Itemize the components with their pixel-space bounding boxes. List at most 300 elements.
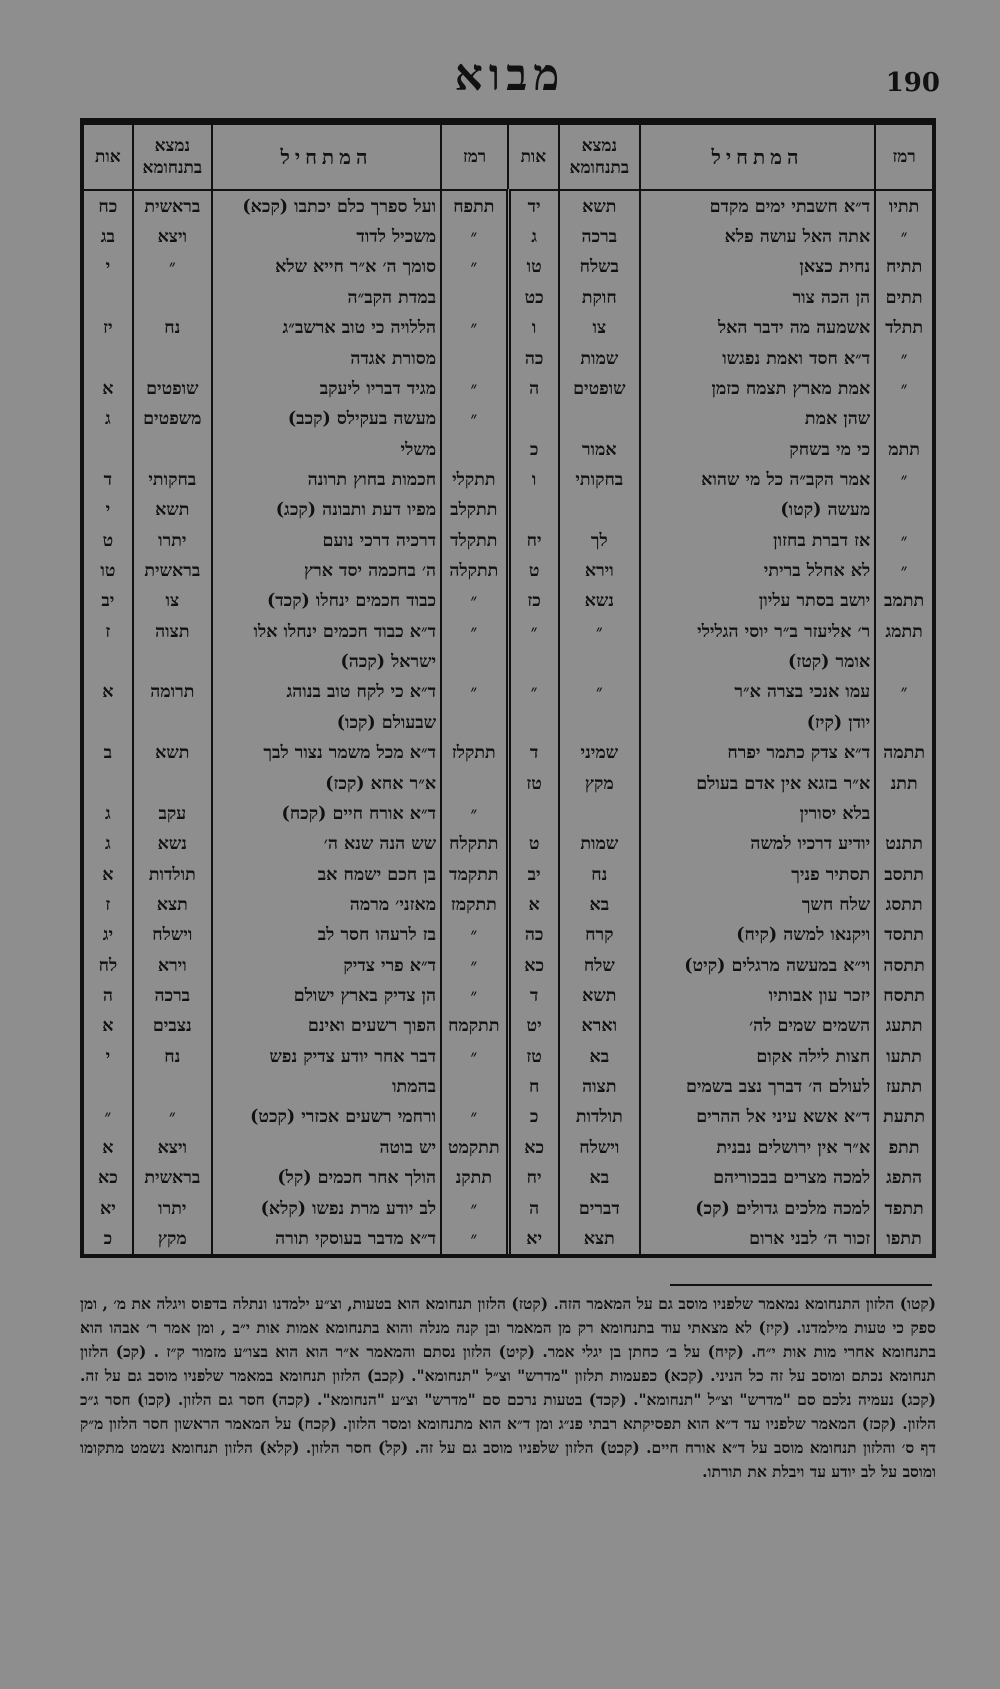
- cell-r-hat: ר׳ אליעזר ב״ר יוסי הגלילי: [640, 616, 875, 646]
- table-row: [84, 707, 932, 737]
- cell-l-nimtza: תשא: [133, 495, 212, 525]
- cell-l-ramez: [441, 707, 508, 737]
- cell-r-hat: למכה מצרים בבכוריהם: [640, 1163, 875, 1193]
- cell-l-ot: יג: [102, 925, 114, 946]
- cell-r-hat: נחית כצאן: [640, 252, 875, 282]
- cell-l-nimtza: ויצא: [133, 221, 212, 251]
- cell-l-ot: טו: [100, 561, 116, 582]
- cell-l-nimtza: ״: [133, 252, 212, 282]
- cell-l-hat: בהמתו: [212, 1071, 441, 1101]
- cell-r-ramez: תתיו: [875, 190, 932, 221]
- cell-l-hat: מפיו דעת ותבונה (קכג): [212, 495, 441, 525]
- col-header-ot: אות: [508, 125, 559, 190]
- cell-l-hat: הללויה כי טוב ארשב״ג: [212, 312, 441, 342]
- cell-r-nimtza: חוקת: [559, 282, 640, 312]
- cell-r-hat: אז דברת בחזון: [640, 525, 875, 555]
- cell-l-nimtza: [133, 768, 212, 798]
- cell-r-ot: יד: [508, 190, 559, 221]
- cell-r-ot: כ: [508, 1102, 559, 1132]
- cell-r-ramez: תתפ: [875, 1132, 932, 1162]
- cell-l-hat: ד״א אורח חיים (קכח): [212, 798, 441, 828]
- cell-r-ot: ״: [508, 616, 559, 646]
- cell-r-nimtza: צו: [559, 312, 640, 342]
- cell-l-hat: מסורת אגדה: [212, 343, 441, 373]
- cell-l-ot: [84, 1071, 133, 1101]
- cell-r-ot: [508, 646, 559, 676]
- cell-r-ramez: ״: [875, 677, 932, 707]
- cell-r-ot: כז: [508, 586, 559, 616]
- cell-l-nimtza: בראשית: [133, 555, 212, 585]
- cell-r-nimtza: [559, 798, 640, 828]
- cell-r-ramez: ״: [875, 343, 932, 373]
- table-row: [84, 798, 932, 828]
- cell-r-ramez: [875, 798, 932, 828]
- cell-l-ramez: תתקלד: [441, 525, 508, 555]
- cell-r-ot: ט: [508, 829, 559, 859]
- cell-r-ot: ג: [508, 221, 559, 251]
- cell-r-nimtza: נח: [559, 859, 640, 889]
- cell-l-ot: י: [105, 257, 111, 278]
- cell-l-ot: ד: [103, 469, 113, 490]
- cell-r-hat: זכור ה׳ לבני ארום: [640, 1223, 875, 1254]
- table-row: [84, 889, 932, 919]
- cell-l-ot: ז: [105, 894, 111, 915]
- cell-r-ramez: תתסג: [875, 889, 932, 919]
- cell-l-ramez: תתקלה: [441, 555, 508, 585]
- table-row: [84, 525, 932, 555]
- cell-r-ot: ט: [508, 555, 559, 585]
- cell-l-ramez: תתקמט: [441, 1132, 508, 1162]
- cell-r-nimtza: ברכה: [559, 221, 640, 251]
- cell-r-hat: יושב בסתר עליון: [640, 586, 875, 616]
- table-row: [84, 464, 932, 494]
- cell-l-ramez: ״: [441, 798, 508, 828]
- col-header-ramez: רמז: [875, 125, 932, 190]
- cell-l-hat: יש בוטה: [212, 1132, 441, 1162]
- cell-r-nimtza: תצא: [559, 1223, 640, 1254]
- table-row: [84, 252, 932, 282]
- cell-r-ramez: תתמב: [875, 586, 932, 616]
- table-row: [84, 190, 932, 221]
- cell-l-ot: [84, 707, 133, 737]
- cell-l-ramez: תתקמח: [441, 1011, 508, 1041]
- cell-l-nimtza: נח: [133, 312, 212, 342]
- cell-l-hat: משכיל לדוד: [212, 221, 441, 251]
- table-row: [84, 586, 932, 616]
- table-row: [84, 373, 932, 403]
- cell-l-hat: ד״א פרי צדיק: [212, 950, 441, 980]
- cell-r-ot: יט: [508, 1011, 559, 1041]
- table-row: [84, 495, 932, 525]
- cell-r-hat: הן הכה צור: [640, 282, 875, 312]
- cell-l-ramez: ״: [441, 1223, 508, 1254]
- cell-l-ot: [84, 434, 133, 464]
- cell-r-ot: ה: [508, 1193, 559, 1223]
- cell-r-ramez: תתמה: [875, 738, 932, 768]
- cell-r-hat: ויקנאו למשה (קיח): [640, 920, 875, 950]
- table-row: [84, 1102, 932, 1132]
- cell-r-ot: טו: [508, 252, 559, 282]
- cell-r-ot: ״: [508, 677, 559, 707]
- cell-r-nimtza: בשלח: [559, 252, 640, 282]
- cell-l-ramez: ״: [441, 616, 508, 646]
- cell-r-hat: אמת מארץ תצמח כזמן: [640, 373, 875, 403]
- col-header-ot: אות: [84, 125, 133, 190]
- cell-r-nimtza: ״: [559, 677, 640, 707]
- cell-l-ramez: ״: [441, 980, 508, 1010]
- cell-l-ramez: [441, 646, 508, 676]
- cell-r-nimtza: נשא: [559, 586, 640, 616]
- cell-r-ramez: תתמג: [875, 616, 932, 646]
- cell-r-ramez: [875, 404, 932, 434]
- cell-l-ot: יב: [101, 591, 115, 612]
- cell-r-hat: שהן אמת: [640, 404, 875, 434]
- cell-l-nimtza: נשא: [133, 829, 212, 859]
- cell-l-ot: י: [105, 500, 111, 521]
- cell-l-nimtza: תולדות: [133, 859, 212, 889]
- cell-l-nimtza: וירא: [133, 950, 212, 980]
- cell-l-ot: י: [105, 1046, 111, 1067]
- footnotes: (קטו) הלזון התנחומא נמאמר שלפניו מוסב גם על המאמר הזה. (קטז) הלזון תנחומא הוא בטעות, וצ״ע ילמדנו ונתלה בדפוס ויגלה את מ׳ , ומן ספק כי טעות מילמדנו. (קיז) לא מצאתי עוד בתנחומא רק מן המאמר ובן קנה מנלה והוא בתנחומא אמות אות י״ב , ומן אמר ר׳ אבהו הוא בתנחומא אחרי מות אות י״ח. (קיח) על ב׳ כחתן בן יגלי אמר. (קיט) הלזון נסתם והמאמר א״ר הוא הוא בצו״ע מזמור ק״ז . (קכ) הלזון תנחומא נכתם ומוסב על זה כל הניני. (קכא) כפעמות תלזון "מדרש" וצ״ל "תנחומא". (קכב) הלזון תנחומא במאמר שלפניו מוסב גם על זה. (קכג) נעמיה נלכם סם "מדרש" וצ״ל "תנחומא". (קכד) בטעות נרכם סם "מדרש" וצ״ע "הנחומא". (קכה) חסר גם הלזון. (קכו) חסר ג״כ הלזון. (קכז) המאמר שלפניו עד ד״א הוא תפסיקתא רבתי פנ״ג ומן ד״א הוא מתנחומא ומסר הלזון. (קכח) על המאמר הראשון חסר הלזון מ״ק דף ס׳ והלזון תנחומא מוסב על ד״א אורח חיים. (קכט) הלזון שלפניו מוסב גם על זה. (קל) חסר הלזון. (קלא) הלזון תנחומא נשמט מתקומו ומוסב על לב יודע עד ויבלת את תורתו.: [80, 1294, 936, 1481]
- table-row: [84, 1193, 932, 1223]
- cell-r-hat: בלא יסורין: [640, 798, 875, 828]
- cell-l-ot: ה: [102, 986, 113, 1007]
- index-table: [84, 125, 932, 1254]
- cell-l-ot: יא: [99, 1198, 116, 1219]
- cell-r-nimtza: תצוה: [559, 1071, 640, 1101]
- cell-r-nimtza: [559, 495, 640, 525]
- cell-l-hat: לב יודע מרת נפשו (קלא): [212, 1193, 441, 1223]
- cell-l-hat: חכמות בחוץ תרונה: [212, 464, 441, 494]
- table-row: [84, 434, 932, 464]
- table-header-row: [84, 125, 932, 190]
- cell-l-nimtza: ויצא: [133, 1132, 212, 1162]
- cell-l-ramez: ״: [441, 252, 508, 282]
- cell-r-nimtza: שמות: [559, 829, 640, 859]
- table-row: [84, 1041, 932, 1071]
- col-header-hamatchil: המתחיל: [640, 125, 875, 190]
- cell-l-ot: כח: [98, 196, 118, 217]
- cell-l-hat: דרכיה דרכי נועם: [212, 525, 441, 555]
- col-header-hamatchil: המתחיל: [212, 125, 441, 190]
- cell-l-ramez: ״: [441, 920, 508, 950]
- cell-l-nimtza: [133, 707, 212, 737]
- cell-r-ot: ח: [508, 1071, 559, 1101]
- cell-r-hat: ד״א חסד ואמת נפגשו: [640, 343, 875, 373]
- cell-l-ot: א: [102, 378, 114, 399]
- cell-r-nimtza: תשא: [559, 980, 640, 1010]
- cell-r-hat: השמים שמים לה׳: [640, 1011, 875, 1041]
- cell-l-hat: ועל ספרך כלם יכתבו (קכא): [212, 190, 441, 221]
- cell-l-nimtza: תצוה: [133, 616, 212, 646]
- cell-r-ramez: תתסח: [875, 980, 932, 1010]
- cell-l-ot: ג: [104, 834, 111, 855]
- table-row: [84, 221, 932, 251]
- cell-r-ot: יח: [508, 525, 559, 555]
- table-row: [84, 920, 932, 950]
- cell-r-nimtza: שלח: [559, 950, 640, 980]
- table-row: [84, 282, 932, 312]
- cell-l-ot: א: [102, 1016, 114, 1037]
- cell-r-ot: כה: [508, 343, 559, 373]
- cell-r-ot: [508, 707, 559, 737]
- cell-r-ramez: [875, 707, 932, 737]
- cell-r-ot: ו: [508, 464, 559, 494]
- cell-l-hat: בז לרעהו חסר לב: [212, 920, 441, 950]
- cell-l-hat: מגיד דבריו ליעקב: [212, 373, 441, 403]
- table-row: [84, 616, 932, 646]
- cell-r-ramez: תתים: [875, 282, 932, 312]
- cell-l-nimtza: [133, 343, 212, 373]
- cell-l-ramez: תתקלח: [441, 829, 508, 859]
- cell-l-ramez: תתקנ: [441, 1163, 508, 1193]
- table-row: [84, 1132, 932, 1162]
- cell-r-hat: וי״א במעשה מרגלים (קיט): [640, 950, 875, 980]
- cell-r-ramez: תתסב: [875, 859, 932, 889]
- cell-r-ramez: תתלד: [875, 312, 932, 342]
- cell-r-nimtza: שופטים: [559, 373, 640, 403]
- cell-l-hat: הן צדיק בארץ ישולם: [212, 980, 441, 1010]
- cell-r-hat: אשמעה מה ידבר האל: [640, 312, 875, 342]
- cell-r-hat: יזכר עון אבותיו: [640, 980, 875, 1010]
- page-header: [80, 50, 940, 110]
- cell-r-nimtza: [559, 707, 640, 737]
- cell-r-ot: יא: [508, 1223, 559, 1254]
- col-header-nimtza: נמצא בתנחומא: [559, 125, 640, 190]
- cell-l-ot: ט: [102, 530, 114, 551]
- cell-r-ot: כט: [508, 282, 559, 312]
- cell-r-ot: ד: [508, 738, 559, 768]
- cell-r-ramez: תתפו: [875, 1223, 932, 1254]
- cell-r-nimtza: ״: [559, 616, 640, 646]
- cell-l-ramez: ״: [441, 373, 508, 403]
- page-title: מבוא: [454, 50, 566, 101]
- cell-l-nimtza: בראשית: [133, 190, 212, 221]
- cell-r-ramez: ״: [875, 373, 932, 403]
- cell-l-hat: סומך ה׳ א״ר חייא שלא: [212, 252, 441, 282]
- cell-r-hat: תסתיר פניך: [640, 859, 875, 889]
- cell-r-nimtza: [559, 404, 640, 434]
- cell-l-ot: כא: [97, 1168, 118, 1189]
- cell-l-ramez: [441, 343, 508, 373]
- cell-l-nimtza: מקץ: [133, 1223, 212, 1254]
- cell-l-ramez: ״: [441, 586, 508, 616]
- cell-l-ramez: ״: [441, 1193, 508, 1223]
- cell-r-ramez: תתסה: [875, 950, 932, 980]
- cell-l-nimtza: יתרו: [133, 1193, 212, 1223]
- cell-l-ramez: ״: [441, 950, 508, 980]
- cell-r-ramez: תתיח: [875, 252, 932, 282]
- cell-l-hat: שש הנה שנא ה׳: [212, 829, 441, 859]
- cell-l-hat: ה׳ בחכמה יסד ארץ: [212, 555, 441, 585]
- cell-l-hat: ד״א מכל משמר נצור לבך: [212, 738, 441, 768]
- cell-l-hat: מאזני׳ מרמה: [212, 889, 441, 919]
- cell-l-nimtza: [133, 1071, 212, 1101]
- cell-l-ramez: [441, 282, 508, 312]
- cell-r-ramez: [875, 646, 932, 676]
- cell-l-hat: הפוך רשעים ואינם: [212, 1011, 441, 1041]
- cell-l-ot: לח: [98, 955, 118, 976]
- cell-r-hat: לעולם ה׳ דברך נצב בשמים: [640, 1071, 875, 1101]
- cell-r-ot: טז: [508, 768, 559, 798]
- cell-l-ot: ״: [104, 1107, 112, 1128]
- cell-r-nimtza: קרח: [559, 920, 640, 950]
- cell-r-ramez: תתעו: [875, 1041, 932, 1071]
- cell-l-ramez: ״: [441, 677, 508, 707]
- cell-l-nimtza: תשא: [133, 738, 212, 768]
- cell-l-ot: [84, 282, 133, 312]
- cell-r-ot: יב: [508, 859, 559, 889]
- cell-r-ot: [508, 495, 559, 525]
- cell-l-nimtza: תצא: [133, 889, 212, 919]
- table-row: [84, 1071, 932, 1101]
- cell-r-hat: א״ר אין ירושלים נבנית: [640, 1132, 875, 1162]
- cell-l-ramez: תתפח: [441, 190, 508, 221]
- table-row: [84, 950, 932, 980]
- cell-l-hat: ורחמי רשעים אכזרי (קכט): [212, 1102, 441, 1132]
- cell-r-nimtza: בחקותי: [559, 464, 640, 494]
- footnote-divider: [670, 1284, 932, 1286]
- cell-r-hat: יודיע דרכיו למשה: [640, 829, 875, 859]
- cell-r-ramez: תתסד: [875, 920, 932, 950]
- cell-r-ot: [508, 404, 559, 434]
- table-row: [84, 555, 932, 585]
- cell-l-ramez: [441, 434, 508, 464]
- cell-r-ramez: [875, 495, 932, 525]
- cell-r-ot: כ: [508, 434, 559, 464]
- cell-r-nimtza: בא: [559, 1041, 640, 1071]
- cell-l-hat: הולך אחר חכמים (קל): [212, 1163, 441, 1193]
- cell-r-hat: יודן (קיז): [640, 707, 875, 737]
- cell-r-ot: כא: [508, 950, 559, 980]
- cell-r-hat: לא אחלל בריתי: [640, 555, 875, 585]
- cell-l-ot: ז: [105, 621, 111, 642]
- cell-r-ot: כא: [508, 1132, 559, 1162]
- cell-l-ramez: ״: [441, 1041, 508, 1071]
- cell-l-hat: ד״א מדבר בעוסקי תורה: [212, 1223, 441, 1254]
- cell-r-ramez: ״: [875, 555, 932, 585]
- cell-r-ot: [508, 798, 559, 828]
- cell-l-ot: ג: [104, 409, 111, 430]
- cell-r-ot: טז: [508, 1041, 559, 1071]
- table-row: [84, 980, 932, 1010]
- cell-r-ramez: תתנ: [875, 768, 932, 798]
- cell-r-hat: אמר הקב״ה כל מי שהוא: [640, 464, 875, 494]
- cell-l-hat: כבוד חכמים ינחלו (קכד): [212, 586, 441, 616]
- cell-r-ramez: תתעז: [875, 1071, 932, 1101]
- cell-l-nimtza: ״: [133, 1102, 212, 1132]
- cell-l-ot: [84, 343, 133, 373]
- cell-l-ramez: תתקלי: [441, 464, 508, 494]
- cell-l-ramez: תתקלז: [441, 738, 508, 768]
- table-body: [84, 190, 932, 1254]
- cell-l-ot: ג: [104, 803, 111, 824]
- cell-l-nimtza: בראשית: [133, 1163, 212, 1193]
- cell-r-ramez: ״: [875, 525, 932, 555]
- cell-l-ramez: [441, 768, 508, 798]
- cell-l-nimtza: [133, 646, 212, 676]
- cell-r-ot: א: [508, 889, 559, 919]
- table-row: [84, 677, 932, 707]
- cell-l-ramez: ״: [441, 404, 508, 434]
- page-number: 190: [885, 68, 940, 98]
- cell-l-nimtza: וישלח: [133, 920, 212, 950]
- col-header-ramez: רמז: [441, 125, 508, 190]
- table-row: [84, 738, 932, 768]
- cell-l-ot: א: [102, 1137, 114, 1158]
- cell-l-hat: ד״א כבוד חכמים ינחלו אלו: [212, 616, 441, 646]
- cell-r-ramez: תתמ: [875, 434, 932, 464]
- cell-r-hat: שלח חשך: [640, 889, 875, 919]
- cell-l-nimtza: נצבים: [133, 1011, 212, 1041]
- cell-r-nimtza: מקץ: [559, 768, 640, 798]
- cell-l-ramez: [441, 1071, 508, 1101]
- cell-r-nimtza: תשא: [559, 190, 640, 221]
- cell-r-ramez: התפג: [875, 1163, 932, 1193]
- cell-r-ramez: תתפד: [875, 1193, 932, 1223]
- cell-r-nimtza: בא: [559, 889, 640, 919]
- table-row: [84, 1163, 932, 1193]
- cell-l-ramez: ״: [441, 312, 508, 342]
- cell-r-ot: ו: [508, 312, 559, 342]
- cell-l-hat: ד״א כי לקח טוב בנוהג: [212, 677, 441, 707]
- cell-l-ot: א: [102, 682, 114, 703]
- cell-l-hat: א״ר אחא (קכז): [212, 768, 441, 798]
- cell-l-nimtza: [133, 434, 212, 464]
- cell-r-hat: חצות לילה אקום: [640, 1041, 875, 1071]
- cell-r-ot: ד: [508, 980, 559, 1010]
- cell-l-nimtza: עקב: [133, 798, 212, 828]
- cell-r-nimtza: וישלח: [559, 1132, 640, 1162]
- cell-l-hat: דבר אחר יודע צדיק נפש: [212, 1041, 441, 1071]
- cell-l-ot: [84, 768, 133, 798]
- cell-r-ramez: ״: [875, 221, 932, 251]
- cell-l-ramez: ״: [441, 221, 508, 251]
- cell-r-hat: ד״א צדק כתמר יפרח: [640, 738, 875, 768]
- cell-l-ot: כ: [103, 1229, 113, 1250]
- cell-l-ramez: תתקמד: [441, 859, 508, 889]
- cell-r-hat: למכה מלכים גדולים (קכ): [640, 1193, 875, 1223]
- cell-r-hat: ד״א אשא עיני אל ההרים: [640, 1102, 875, 1132]
- cell-r-hat: א״ר בזגא אין אדם בעולם: [640, 768, 875, 798]
- cell-l-hat: משלי: [212, 434, 441, 464]
- cell-r-hat: עמו אנכי בצרה א״ר: [640, 677, 875, 707]
- cell-l-nimtza: משפטים: [133, 404, 212, 434]
- cell-l-ramez: ״: [441, 1102, 508, 1132]
- cell-l-nimtza: יתרו: [133, 525, 212, 555]
- cell-l-nimtza: שופטים: [133, 373, 212, 403]
- cell-r-nimtza: וארא: [559, 1011, 640, 1041]
- cell-l-ot: בג: [100, 227, 115, 248]
- table-row: [84, 829, 932, 859]
- index-table-frame: [80, 118, 936, 1258]
- cell-r-hat: אתה האל עושה פלא: [640, 221, 875, 251]
- cell-l-ot: ב: [103, 743, 113, 764]
- cell-r-ot: כה: [508, 920, 559, 950]
- cell-l-hat: מעשה בעקילס (קכב): [212, 404, 441, 434]
- table-row: [84, 1223, 932, 1254]
- cell-r-nimtza: [559, 646, 640, 676]
- cell-l-nimtza: צו: [133, 586, 212, 616]
- cell-r-ramez: תתנט: [875, 829, 932, 859]
- cell-r-hat: אומר (קטז): [640, 646, 875, 676]
- cell-r-hat: כי מי בשחק: [640, 434, 875, 464]
- cell-r-nimtza: וירא: [559, 555, 640, 585]
- cell-r-nimtza: אמור: [559, 434, 640, 464]
- cell-r-ot: יח: [508, 1163, 559, 1193]
- cell-l-ot: [84, 646, 133, 676]
- cell-r-hat: מעשה (קטו): [640, 495, 875, 525]
